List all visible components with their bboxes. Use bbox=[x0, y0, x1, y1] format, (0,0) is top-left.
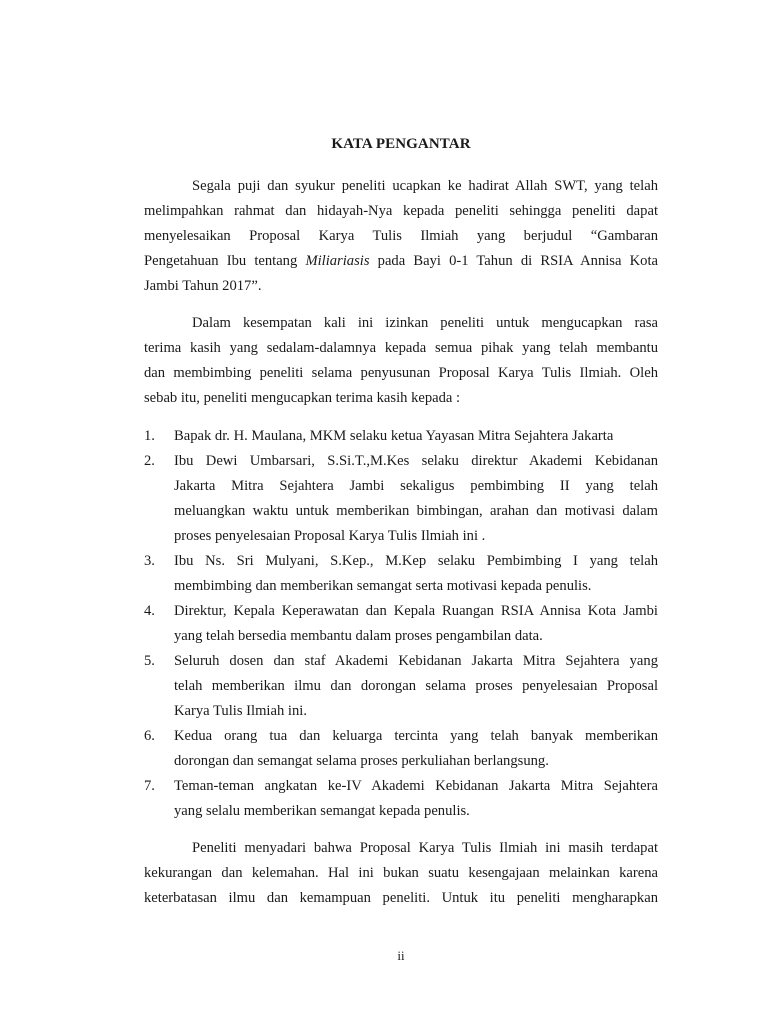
list-line: Jakarta Mitra Sejahtera Jambi sekaligus pembimbing II yang telah bbox=[174, 478, 658, 494]
list-line: Kedua orang tua dan keluarga tercinta yang telah banyak memberikan bbox=[174, 728, 658, 744]
list-line: Ibu Dewi Umbarsari, S.Si.T.,M.Kes selaku direktur Akademi Kebidanan bbox=[174, 453, 658, 469]
list-item bbox=[144, 649, 658, 724]
paragraph-line: sebab itu, peneliti mengucapkan terima kasih kepada : bbox=[144, 390, 461, 406]
paragraph-line: menyelesaikan Proposal Karya Tulis Ilmiah yang berjudul “Gambaran bbox=[144, 228, 658, 244]
list-number: 6. bbox=[144, 728, 155, 744]
paragraph-line-with-italic bbox=[144, 249, 658, 274]
document-page bbox=[144, 0, 658, 1024]
paragraph-line: kekurangan dan kelemahan. Hal ini bukan suatu kesengajaan melainkan karena bbox=[144, 865, 658, 881]
paragraph-line: dan membimbing peneliti selama penyusunan Proposal Karya Tulis Ilmiah. Oleh bbox=[144, 365, 658, 381]
paragraph-closing bbox=[144, 836, 658, 911]
italic-term: Miliariasis bbox=[305, 253, 370, 269]
list-line: Seluruh dosen dan staf Akademi Kebidanan Jakarta Mitra Sejahtera yang bbox=[174, 653, 658, 669]
page-number: ii bbox=[397, 948, 405, 963]
list-line: membimbing dan memberikan semangat serta motivasi kepada penulis. bbox=[174, 578, 592, 594]
list-line: Bapak dr. H. Maulana, MKM selaku ketua Yayasan Mitra Sejahtera Jakarta bbox=[174, 428, 614, 444]
list-line: meluangkan waktu untuk memberikan bimbingan, arahan dan motivasi dalam bbox=[174, 503, 658, 519]
acknowledgement-list bbox=[144, 424, 658, 824]
paragraph-line: Jambi Tahun 2017”. bbox=[144, 278, 262, 294]
list-line: Karya Tulis Ilmiah ini. bbox=[174, 703, 307, 719]
list-item bbox=[144, 449, 658, 549]
list-item bbox=[144, 424, 658, 449]
paragraph-intro bbox=[144, 174, 658, 299]
page-title: KATA PENGANTAR bbox=[331, 136, 471, 152]
list-line: yang selalu memberikan semangat kepada penulis. bbox=[174, 803, 470, 819]
list-line: yang telah bersedia membantu dalam proses pengambilan data. bbox=[174, 628, 543, 644]
list-item bbox=[144, 549, 658, 599]
paragraph-line: Peneliti menyadari bahwa Proposal Karya Tulis Ilmiah ini masih terdapat bbox=[192, 840, 658, 856]
text-segment: pada Bayi 0-1 Tahun di RSIA Annisa Kota bbox=[369, 253, 658, 269]
paragraph-line: terima kasih yang sedalam-dalamnya kepada semua pihak yang telah membantu bbox=[144, 340, 658, 356]
list-number: 5. bbox=[144, 653, 155, 669]
list-line: dorongan dan semangat selama proses perkuliahan berlangsung. bbox=[174, 753, 549, 769]
list-number: 2. bbox=[144, 453, 155, 469]
text-segment: Pengetahuan Ibu tentang bbox=[144, 253, 306, 269]
list-line: Ibu Ns. Sri Mulyani, S.Kep., M.Kep selaku Pembimbing I yang telah bbox=[174, 553, 658, 569]
paragraph-line: keterbatasan ilmu dan kemampuan peneliti. Untuk itu peneliti mengharapkan bbox=[144, 890, 658, 906]
list-number: 3. bbox=[144, 553, 155, 569]
list-line: telah memberikan ilmu dan dorongan selama proses penyelesaian Proposal bbox=[174, 678, 658, 694]
list-number: 1. bbox=[144, 428, 155, 444]
list-item bbox=[144, 774, 658, 824]
paragraph-thanks bbox=[144, 311, 658, 411]
paragraph-line: Dalam kesempatan kali ini izinkan peneliti untuk mengucapkan rasa bbox=[192, 315, 658, 331]
list-item bbox=[144, 724, 658, 774]
list-number: 7. bbox=[144, 778, 155, 794]
list-line: proses penyelesaian Proposal Karya Tulis Ilmiah ini . bbox=[174, 528, 486, 544]
paragraph-line: Segala puji dan syukur peneliti ucapkan ke hadirat Allah SWT, yang telah bbox=[192, 178, 658, 194]
paragraph-line: melimpahkan rahmat dan hidayah-Nya kepada peneliti sehingga peneliti dapat bbox=[144, 203, 658, 219]
list-item bbox=[144, 599, 658, 649]
list-line: Direktur, Kepala Keperawatan dan Kepala Ruangan RSIA Annisa Kota Jambi bbox=[174, 603, 658, 619]
list-line: Teman-teman angkatan ke-IV Akademi Kebidanan Jakarta Mitra Sejahtera bbox=[174, 778, 658, 794]
list-number: 4. bbox=[144, 603, 155, 619]
